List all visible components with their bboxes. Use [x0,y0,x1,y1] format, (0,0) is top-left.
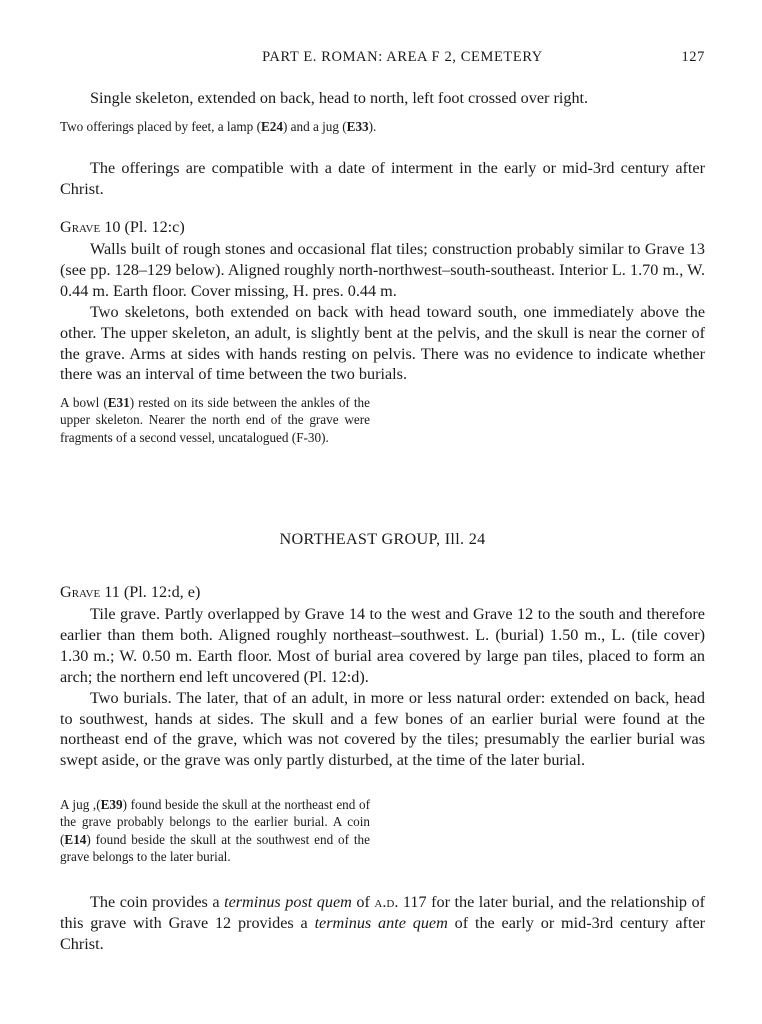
catalog-ref-e39: E39 [100,797,123,812]
page-number: 127 [681,49,705,65]
grave11-body [60,604,705,771]
grave10-paragraph-2: Two skeletons, both extended on back with head toward south, one immediately above the other. The upper skeleton, an adult, is slightly bent at the pelvis, and the skull is near the corner of the grave. Arms at sides with hands resting on pelvis. There was no evidence to indicate whether there was an interval of time between the two burials. [60,302,705,384]
grave11-paragraph-3: The coin provides a terminus post quem of a.d. 117 for the later burial, and the relationship of this grave with Grave 12 provides a terminus ante quem of the early or mid-3rd century after Christ. [60,893,706,953]
grave10-offerings-note: A bowl (E31) rested on its side between the ankles of the upper skeleton. Nearer the north end of the grave were fragments of a second vessel, uncatalogued (F-30). [60,395,370,445]
catalog-ref-e33: E33 [346,119,369,134]
section-heading: NORTHEAST GROUP, Ill. 24 [279,530,486,548]
grave11-paragraph-2: Two burials. The later, that of an adult, in more or less natural order: extended on back, head to southwest, hands at sides. The skull and a few bones of an earlier burial were found at the northeast end of the grave, which was not covered by the tiles; presumably the earlier burial was swept aside, or the grave was only partly disturbed, at the time of the later burial. [60,688,705,770]
page-header [60,49,705,69]
grave9-description [60,88,705,109]
grave10-paragraph-1: Walls built of rough stones and occasional flat tiles; construction probably similar to Grave 13 (see pp. 128–129 below). Aligned roughly north-northwest–south-southeast. Interior L. 1.70 m., W. 0.44 m. Earth floor. Cover missing, H. pres. 0.44 m. [60,240,705,300]
grave10-body [60,239,705,385]
grave11-heading: Grave 11 (Pl. 12:d, e) [60,583,201,601]
catalog-ref-e24: E24 [260,119,283,134]
grave11-paragraph-1: Tile grave. Partly overlapped by Grave 14 to the west and Grave 12 to the south and therefore earlier than them both. Aligned roughly northeast–southwest. L. (burial) 1.50 m., L. (tile cover) 1.30 m.; W. 0.50 m. Earth floor. Most of burial area covered by large pan tiles, placed to form an arch; the northern end left uncovered (Pl. 12:d). [60,605,705,686]
grave10-heading: Grave 10 (Pl. 12:c) [60,218,185,236]
running-head: PART E. ROMAN: AREA F 2, CEMETERY [262,49,543,65]
grave9-offerings-note: Two offerings placed by feet, a lamp (E24) and a jug (E33). [60,119,377,134]
grave9-dating [60,158,705,200]
grave11-dating [60,892,705,955]
grave11-offerings-note: A jug ,(E39) found beside the skull at the northeast end of the grave probably belongs to the earlier burial. A coin (E14) found beside the skull at the southwest end of the grave belongs to the later burial. [60,797,370,865]
grave9-paragraph-1: Single skeleton, extended on back, head to north, left foot crossed over right. [90,89,589,107]
catalog-ref-e14: E14 [64,831,87,847]
grave9-paragraph-2: The offerings are compatible with a date of interment in the early or mid-3rd century after Christ. [60,159,705,198]
catalog-ref-e31: E31 [107,395,130,410]
